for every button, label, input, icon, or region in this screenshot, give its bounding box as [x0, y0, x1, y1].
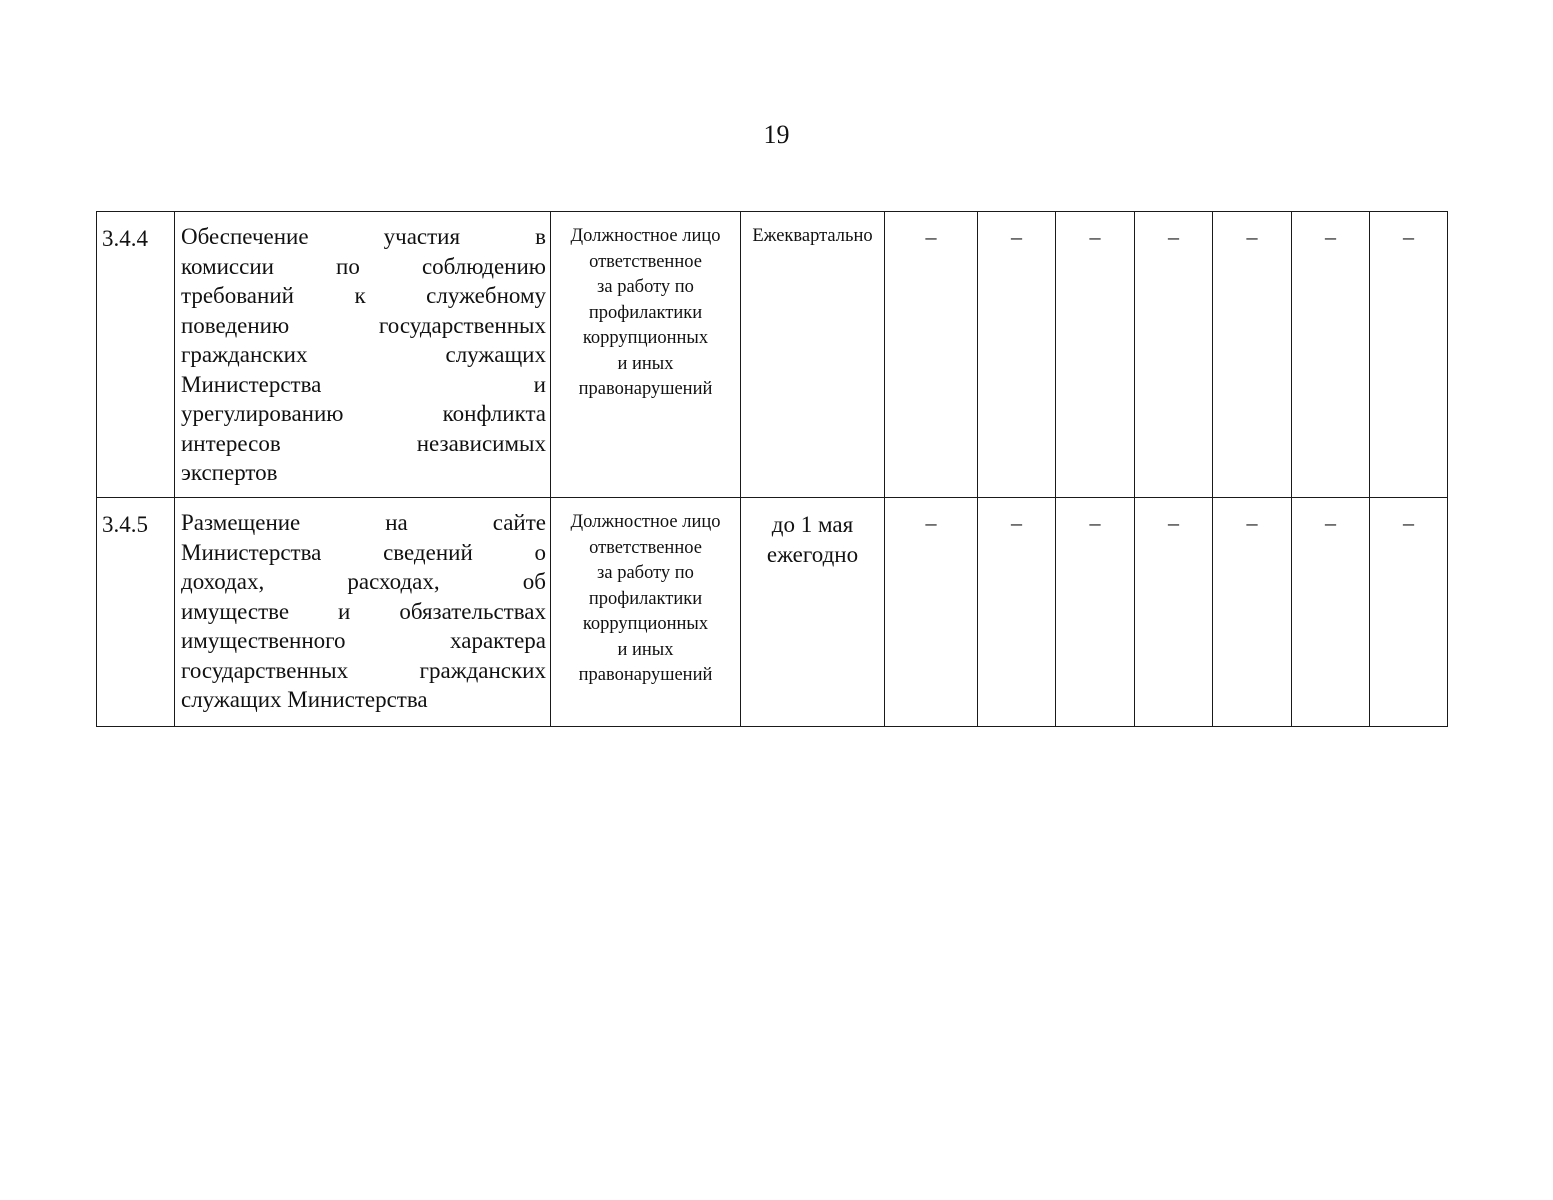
table-row: [97, 212, 1448, 498]
description-line: урегулированию конфликта: [181, 401, 546, 426]
description-line: экспертов: [181, 460, 278, 485]
value-cell: –: [1213, 212, 1292, 498]
description-line: гражданских служащих: [181, 342, 546, 367]
responsible-person: [551, 498, 741, 727]
description-line: государственных гражданских: [181, 657, 546, 683]
description-line: доходах, расходах, об: [181, 569, 546, 594]
value-cell: –: [1213, 498, 1292, 727]
term-line: ежегодно: [766, 542, 859, 567]
responsible-line: Должностное лицо: [570, 512, 721, 532]
item-number: 3.4.4: [97, 212, 175, 498]
responsible-line: профилактики: [588, 302, 703, 323]
item-number: 3.4.5: [97, 498, 175, 727]
responsible-line: правонарушений: [578, 379, 713, 399]
item-description: [175, 212, 551, 498]
value-cell: –: [978, 212, 1056, 498]
description-line: поведению государственных: [181, 312, 546, 338]
value-cell: –: [885, 212, 978, 498]
responsible-line: ответственное: [589, 537, 702, 558]
execution-term: [741, 212, 885, 498]
responsible-line: профилактики: [588, 588, 703, 609]
description-line: Размещение на сайте: [181, 510, 546, 535]
item-description: [175, 498, 551, 727]
value-cell: –: [1135, 212, 1213, 498]
description-line: Обеспечение участия в: [181, 224, 546, 249]
responsible-line: ответственное: [589, 251, 702, 272]
description-line: Министерства сведений о: [181, 539, 546, 565]
description-line: комиссии по соблюдению: [181, 253, 546, 279]
value-cell: –: [1292, 212, 1370, 498]
responsible-line: и иных: [617, 639, 674, 660]
value-cell: –: [1135, 498, 1213, 727]
responsible-line: коррупционных: [582, 328, 709, 348]
value-cell: –: [1292, 498, 1370, 727]
term-line: до 1 мая: [771, 512, 854, 537]
measures-table: [96, 211, 1448, 727]
responsible-line: и иных: [617, 353, 674, 374]
description-line: требований к служебному: [181, 283, 546, 308]
description-line: интересов независимых: [181, 430, 546, 456]
table-row: [97, 498, 1448, 727]
page-number: 19: [763, 120, 790, 149]
description-line: имуществе и обязательствах: [181, 598, 546, 624]
responsible-line: Должностное лицо: [570, 226, 721, 246]
value-cell: –: [1370, 498, 1448, 727]
term-line: Ежеквартально: [752, 226, 873, 246]
execution-term: [741, 498, 885, 727]
value-cell: –: [1370, 212, 1448, 498]
value-cell: –: [885, 498, 978, 727]
responsible-person: [551, 212, 741, 498]
description-line: имущественного характера: [181, 628, 546, 653]
value-cell: –: [1056, 498, 1135, 727]
responsible-line: коррупционных: [582, 614, 709, 634]
value-cell: –: [978, 498, 1056, 727]
responsible-line: правонарушений: [578, 665, 713, 685]
description-line: Министерства и: [181, 371, 546, 397]
responsible-line: за работу по: [597, 563, 694, 583]
responsible-line: за работу по: [597, 277, 694, 297]
description-line: служащих Министерства: [181, 687, 428, 712]
value-cell: –: [1056, 212, 1135, 498]
